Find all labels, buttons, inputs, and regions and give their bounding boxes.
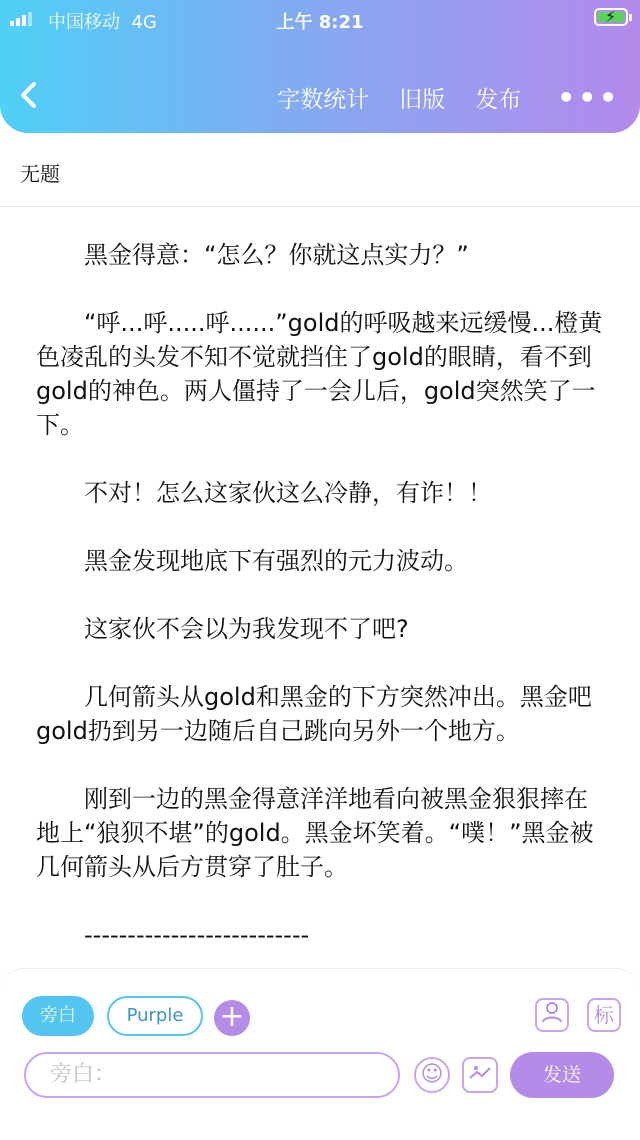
publish-button[interactable]: 发布 xyxy=(475,86,522,113)
paragraph: 不对！怎么这家伙这么冷静，有诈！！ xyxy=(84,479,492,507)
word-count-button[interactable]: 字数统计 xyxy=(277,86,370,113)
title-divider xyxy=(0,206,640,207)
paragraph: 刚到一边的黑金得意洋洋地看向被黑金狠狠摔在地上“狼狈不堪”的gold。黑金坏笑着。“噗！”黑金被几何箭头从后方贯穿了肚子。 xyxy=(36,785,594,881)
paragraph: 黑金发现地底下有强烈的元力波动。 xyxy=(84,547,468,575)
network-label: 4G xyxy=(131,12,157,33)
paragraph: “呼...呼.....呼......”gold的呼吸越来远缓慢...橙黄色凌乱的头发不知不觉就挡住了gold的眼睛，看不到gold的神色。两人僵持了一会儿后，gold突然笑了一下。 xyxy=(36,309,603,439)
document-title[interactable]: 无题 xyxy=(20,162,60,186)
role-chip-narrator[interactable]: 旁白 xyxy=(22,996,94,1036)
smiley-icon[interactable]: ☺ xyxy=(414,1057,450,1093)
narration-input[interactable]: 旁白： xyxy=(24,1052,400,1098)
separator-line: -------------------------- xyxy=(84,921,310,949)
role-chip-purple[interactable]: Purple xyxy=(107,996,203,1036)
status-time: 上午 8:21 xyxy=(276,12,364,33)
composer-panel xyxy=(0,968,640,1140)
back-chevron-icon[interactable] xyxy=(18,80,40,115)
header-actions xyxy=(247,80,640,114)
old-version-button[interactable]: 旧版 xyxy=(399,86,446,113)
mark-button[interactable]: 标 xyxy=(587,998,621,1032)
more-dots-icon[interactable]: ••• xyxy=(557,80,620,114)
paragraph: 几何箭头从gold和黑金的下方突然冲出。黑金吧gold扔到另一边随后自己跳向另外一个地方。 xyxy=(36,683,592,745)
app-header xyxy=(0,0,640,133)
carrier-label: 中国移动 4G xyxy=(48,12,157,33)
story-content[interactable] xyxy=(36,238,604,986)
image-icon[interactable] xyxy=(462,1057,498,1093)
paragraph: 这家伙不会以为我发现不了吧? xyxy=(84,615,409,643)
send-button[interactable]: 发送 xyxy=(510,1052,614,1098)
plus-icon[interactable]: + xyxy=(214,1000,250,1036)
status-bar xyxy=(0,7,640,33)
paragraph: 黑金得意：“怎么？你就这点实力？” xyxy=(84,241,469,269)
battery-charging-icon: ⚡ xyxy=(594,8,628,26)
person-icon[interactable] xyxy=(535,998,569,1032)
